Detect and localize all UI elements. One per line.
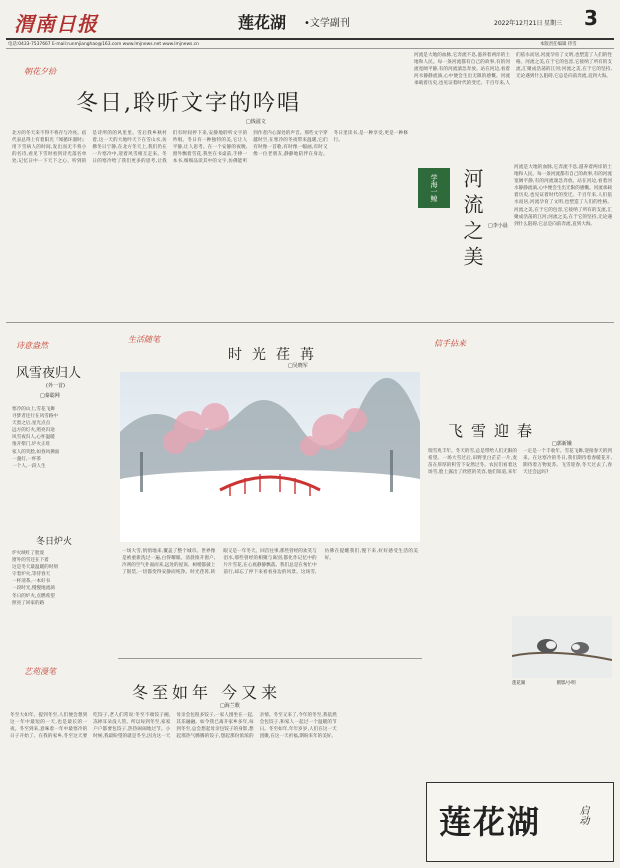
article-winter-reading <box>6 52 410 322</box>
poem-title: 风雪夜归人 <box>16 366 82 381</box>
poem-subtitle: (外一首) <box>46 383 65 389</box>
snow-scene-photo <box>120 372 420 542</box>
article-author: □郭新娥 <box>552 441 572 447</box>
section-label: 信手拈来 <box>434 339 466 348</box>
poem-author: □秦聪网 <box>40 393 60 399</box>
newspaper-logo: 渭南日报 <box>14 12 98 36</box>
banner-subtitle: 启动 <box>577 805 588 825</box>
article-intro: 河流是大地的血脉,它奔流不息,滋养着两岸的土地和人民。每一条河流都有自己的故事,有的河流宽阔平静,有的河流湍急奔放。站在河边,看着河水静静流淌,心中便会生出无限的感慨。河流承载着历史,也见证着时代的变迁。千百年来,人们依水而居,河流孕育了文明,也塑造了人们的性格。河流之美,在于它的包容,它接纳了所有的支流,汇聚成浩荡的江河;河流之美,在于它的坚持,无论遇到什么阻碍,它总是向前奔流,直到大海。 <box>414 53 612 87</box>
article-snow-spring <box>426 326 614 706</box>
column-subtitle: •文学副刊 <box>304 18 350 29</box>
article-river <box>414 52 614 322</box>
photo-credit: 摄影/小明 <box>556 681 576 686</box>
divider-h2 <box>118 658 422 659</box>
birds-illustration <box>512 616 612 678</box>
contact-line: 电话:0433-7537667 E-mail:runmjianghao@163.com www.lmjnews.net www.lmjnews.cn <box>8 42 199 47</box>
article-title: 飞雪迎春 <box>448 422 541 440</box>
poem2-body: 炉火映红了脸庞 窗外的雪还在下着 这是冬天最温暖的时刻 守着炉火,等待春天 一杯清茶,一本好书 一段时光,慢慢地流淌 冬日的炉火,点燃希望 照亮了回家的路 <box>12 551 58 606</box>
article-author: □吴晓军 <box>288 363 308 369</box>
article-title: 冬日,聆听文字的吟唱 <box>76 91 301 116</box>
masthead-rule <box>6 38 614 40</box>
page-editor: 本版责任编辑 待雪 <box>540 42 577 47</box>
divider-h1 <box>6 322 614 323</box>
article-author: □钱滋文 <box>246 119 266 125</box>
masthead <box>6 4 614 38</box>
poem2-title: 冬日炉火 <box>36 537 73 547</box>
section-badge-river <box>418 168 450 208</box>
section-label: 朝花夕拾 <box>24 67 56 76</box>
article-body: 瑞雪兆丰年。冬天的雪,总是带给人们无限的希望。一场大雪过后,田野里白茫茫一片,麦苗在厚厚的积雪下安然过冬。农民们看着这场雪,脸上露出了欣慰的笑容,他们知道,来年一定是一个丰收年。雪花飞舞,迎接春天的到来。在这寒冷的冬日,我们期待着春暖花开,期待着万物复苏。飞雪迎春,冬天过去了,春天还会远吗? <box>428 449 612 476</box>
page-number: 3 <box>584 6 598 30</box>
article-title: 河流之美 <box>460 168 484 272</box>
lotus-lake-banner <box>426 782 614 862</box>
article-body: 冬至大如年。提到冬至,人们便会想到这一年中最短的一天,也是最长的一夜。冬至到来,意味着一年中最寒冷的日子开始了。在我的家乡,冬至这天要吃饺子,老人们常说:冬至不端饺子碗,冻掉耳朵没人管。所以每到冬至,家家户户都要包饺子,热热闹闹地过节。小时候,我最盼望的就是冬至,因为这一天母亲会包很多饺子,一家人围坐在一起,其乐融融。如今我已离开家乡多年,每到冬至,总会想起母亲包饺子的身影,想起那热气腾腾的饺子,想起那份浓浓的亲情。冬至又来了,今年的冬至,我依然会包饺子,和家人一起过一个温暖的节日。冬至如年,年年岁岁,人们在这一天团聚,在这一天祈福,期盼来年的美好。 <box>10 713 337 740</box>
article-author: □李小晨 <box>488 223 508 229</box>
column-name: 莲花湖 <box>238 13 287 32</box>
article-title: 时光荏苒 <box>228 347 324 363</box>
poem-body: 寒冷的山上,雪花飞舞 寻梦者还行在风雪路中 天黑之后,星光点点 远方的灯火,照亮归途 风雪夜归人,心怀温暖 推开柴门,炉火正旺 家人的笑脸,如春风拂面 一盏灯,一杯茶 一个人,一段人生 <box>12 407 60 469</box>
article-title: 冬至如年 今又来 <box>132 683 282 702</box>
photo-caption <box>512 680 576 686</box>
article-winter-solstice <box>6 660 422 864</box>
article-body: 河流是大地的血脉,它奔流不息,滋养着两岸的土地和人民。每一条河流都有自己的故事,有的河流宽阔平静,有的河流湍急奔放。站在河边,看着河水静静流淌,心中便会生出无限的感慨。河流承载着历史,也见证着时代的变迁。千百年来,人们依水而居,河流孕育了文明,也塑造了人们的性格。河流之美,在于它的包容,它接纳了所有的支流,汇聚成浩荡的江河;河流之美,在于它的坚持,无论遇到什么阻碍,它总是向前奔流,直到大海。 <box>514 165 612 227</box>
issue-weekday: 星期三 <box>544 20 563 27</box>
section-label: 诗意盎然 <box>16 341 48 350</box>
issue-date: 2022年12月21日 <box>494 20 543 27</box>
section-label: 生活随笔 <box>128 335 160 344</box>
section-label: 学海一鲸 <box>430 174 438 202</box>
contact-rule <box>6 48 614 49</box>
article-poems <box>6 326 114 656</box>
caption-text: 莲花湖 <box>512 681 526 686</box>
article-time-passes <box>118 326 422 656</box>
section-label: 艺苑漫笔 <box>24 667 56 676</box>
article-author: □海兰歌 <box>220 703 240 709</box>
column-subtitle-text: 文学副刊 <box>309 18 350 29</box>
article-body: 一场大雪,悄悄地来,覆盖了整个城市。世界像是被重新洗过一遍,白得耀眼。清晨推开窗户,冷冽的空气扑面而来,远处的屋顶、树梢都披上了银装,一切都变得安静而纯净。时光荏苒,转眼又是一年冬天。回首往事,那些曾经的欢笑与泪水,那些曾经的相聚与离别,都化作记忆中的片片雪花,在心底静静飘落。我们总是在匆忙中前行,却忘了停下来看看身边的风景。这场雪,仿佛在提醒我们,慢下来,好好感受生活的美好。 <box>122 549 418 576</box>
article-body: 北方的冬天来不得不将存与冷亮。宿代表总得上有着阳光『闻循环溜时』用下雪病人的时间,发出而无不将小的名诗,看见下雪时看到诗光落名单处,记忆日中一下天下之心、听到的是诗所的的风里里。雪后我乡秋村着,这一天的大地吟天下在雪山水,仿佛冬日宁静,在北方冬天上,我们仍在一片寒冷中,迎着风雪相互走来。冬日的寒冷给了我们更多的思考,让我们有时间停下来,安静地聆听文字的吟唱。冬日有一种独特的美,它让人平静,让人思考。在一个安静的夜晚,窗外飘着雪花,我坐在书桌前,手捧一本书,细细品读其中的文字,仿佛能听到作者内心深处的声音。那些文字穿越时空,在寒冷的冬夜带来温暖,它们有时像一首歌,有时像一幅画,有时又像一位老朋友,静静地陪伴在身边。冬日里读书,是一种享受,更是一种修行。 <box>12 131 408 165</box>
banner-title: 莲花湖 <box>439 803 542 841</box>
